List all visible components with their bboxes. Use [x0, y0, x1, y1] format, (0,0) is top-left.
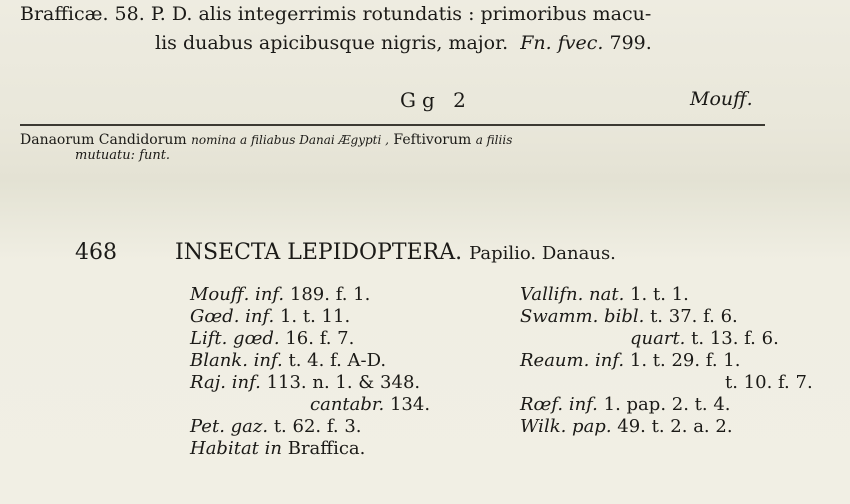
ref-locator: t. 37. f. 6. — [650, 306, 738, 327]
ref-item — [190, 328, 520, 350]
entry-description: P. D. alis integerrimis rotundatis : primoribus macu- — [150, 3, 652, 25]
catchword: Mouff. — [690, 88, 753, 110]
ref-source: Rœf. inf. — [520, 394, 598, 415]
ref-item — [520, 372, 840, 394]
ref-locator: 16. f. 7. — [285, 328, 355, 349]
page-number: 468 — [75, 240, 117, 265]
entry-reference: Fn. fvec. — [520, 32, 604, 54]
ref-item — [520, 328, 840, 350]
ref-source: quart. — [630, 328, 686, 349]
ref-source: Pet. gaz. — [190, 416, 269, 437]
ref-item — [520, 416, 840, 438]
ref-locator: 134. — [389, 394, 431, 415]
ref-source: Blank. inf. — [190, 350, 283, 371]
ref-locator: 1. pap. 2. t. 4. — [603, 394, 731, 415]
footnote-line-1 — [20, 132, 512, 148]
ref-item — [520, 306, 840, 328]
ref-locator: 189. f. 1. — [289, 284, 371, 305]
ref-source: Swamm. bibl. — [520, 306, 645, 327]
entry-description-cont: lis duabus apicibusque nigris, major. — [155, 32, 509, 54]
ref-source: cantabr. — [310, 394, 385, 415]
references-left-column — [190, 284, 520, 460]
ref-locator: 49. t. 2. a. 2. — [617, 416, 733, 437]
ref-source: Wilk. pap. — [520, 416, 612, 437]
ref-locator: t. 4. f. A-D. — [288, 350, 387, 371]
header-sub: Papilio. Danaus. — [469, 243, 616, 264]
ref-source: Gœd. inf. — [190, 306, 275, 327]
footnote-text-b: nomina a filiabus Danai Ægypti , — [191, 133, 389, 147]
entry-line-2 — [155, 32, 652, 54]
ref-item — [190, 394, 520, 416]
ref-item — [190, 416, 520, 438]
entry-label: Brafficæ. — [20, 3, 109, 25]
ref-locator: 113. n. 1. & 348. — [266, 372, 421, 393]
ref-item — [520, 350, 840, 372]
ref-source: Habitat in — [190, 438, 282, 459]
entry-number: 58. — [114, 3, 145, 25]
ref-item — [190, 306, 520, 328]
ref-locator: t. 62. f. 3. — [273, 416, 362, 437]
footnote-divider — [20, 124, 765, 126]
ref-item — [520, 284, 840, 306]
footnote-text-d: a filiis — [475, 133, 513, 147]
footnote-text-a: Danaorum Candidorum — [20, 132, 187, 148]
footnote-text-c: Feftivorum — [393, 132, 472, 148]
ref-source: Mouff. inf. — [190, 284, 285, 305]
ref-locator: 1. t. 29. f. 1. — [629, 350, 741, 371]
footnote-line-2: mutuatu: funt. — [75, 148, 171, 163]
ref-item — [190, 372, 520, 394]
ref-locator: t. 10. f. 7. — [725, 372, 813, 393]
ref-locator: 1. t. 1. — [630, 284, 689, 305]
ref-source: Raj. inf. — [190, 372, 261, 393]
references-right-column — [520, 284, 840, 438]
ref-source: Lift. gœd. — [190, 328, 280, 349]
ref-locator: t. 13. f. 6. — [691, 328, 779, 349]
entry-reference-number: 799. — [609, 32, 652, 54]
ref-source: Vallifn. nat. — [520, 284, 625, 305]
ref-item — [520, 394, 840, 416]
header-main: INSECTA LEPIDOPTERA. — [175, 240, 463, 265]
ref-locator: 1. t. 11. — [279, 306, 351, 327]
running-header — [175, 240, 616, 265]
ref-item — [190, 350, 520, 372]
ref-source: Reaum. inf. — [520, 350, 625, 371]
ref-item — [190, 284, 520, 306]
entry-line-1 — [20, 3, 651, 25]
ref-locator: Braffica. — [287, 438, 366, 459]
habitat-line — [190, 438, 520, 460]
signature-mark: Gg 2 — [400, 88, 472, 112]
